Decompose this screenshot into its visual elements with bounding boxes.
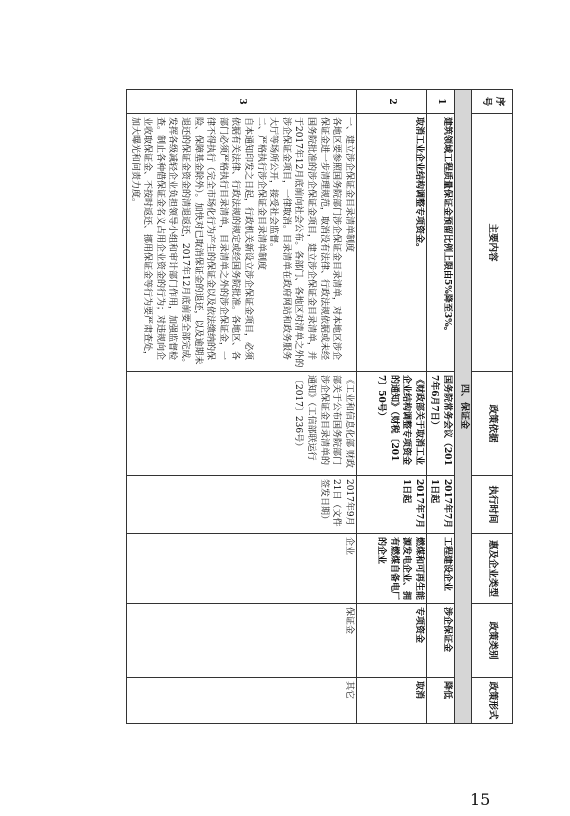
header-time: 执行时间 xyxy=(472,476,513,534)
row-form: 取消 xyxy=(356,678,426,724)
header-index: 序号 xyxy=(472,90,513,114)
row-basis: 国务院常务会议（2017年6月7日） xyxy=(426,372,454,476)
row-enterprise: 企业 xyxy=(127,534,357,604)
row-category: 涉企保证金 xyxy=(426,604,454,678)
header-basis: 政策依据 xyxy=(472,372,513,476)
rotated-table-container xyxy=(75,89,513,723)
row-form: 降低 xyxy=(426,678,454,724)
page-number: 15 xyxy=(470,790,491,809)
header-enterprise: 惠及企业类型 xyxy=(472,534,513,604)
content-heading: 一、建立涉企保证金目录清单制度 xyxy=(343,117,354,253)
header-category: 政策类别 xyxy=(472,604,513,678)
row-basis: 《工业和信息化部 财政部关于公布国务院部门涉企保证金目录清单的通知》（工信部联运行〔2017〕236号） xyxy=(127,372,357,476)
row-content xyxy=(127,114,357,372)
section-row xyxy=(455,90,472,724)
row-content: 取消工业企业结构调整专项资金。 xyxy=(356,114,426,372)
table-row xyxy=(356,90,426,724)
row-time: 2017年7月1日起 xyxy=(426,476,454,534)
row-content: 建筑领域工程质量保证金预留比例上限由5%降至3%。 xyxy=(426,114,454,372)
header-form: 政策形式 xyxy=(472,678,513,724)
row-category: 保证金 xyxy=(127,604,357,678)
header-row xyxy=(472,90,513,724)
header-content: 主要内容 xyxy=(472,114,513,372)
row-form: 其它 xyxy=(127,678,357,724)
table-row xyxy=(127,90,357,724)
content-paragraph: 自本通知印发之日起，行政机关新设立涉企保证金项目，必须依据有关法律、行政法规的规定或经国务院批准。各地区、各部门必须严格执行目录清单，目录清单之外的涉企保证金，一律不得执行（完全市场化行为产生的保证金以及依法缴纳的保险、保障基金除外）。加快对已取消保证金的退还，以及逾期未退还的保证金资金的清退返还，2017年12月底前要全部完成。发挥各级减轻企业负担领导小组和审计部门作用，加强监督检查。制止各种借保证金名义占用企业资金的行为；对违规向企业收取保证金、不按时返还、挪用保证金等行为要严肃查处，加大曝光和问责力度。 xyxy=(129,117,254,368)
row-time: 2017年7月1日起 xyxy=(356,476,426,534)
row-enterprise: 燃煤和可再生能源发电企业、拥有燃煤自备电厂的企业 xyxy=(356,534,426,604)
row-time: 2017年9月21日（文件签发日期） xyxy=(127,476,357,534)
row-number: 1 xyxy=(426,90,454,114)
table-row xyxy=(426,90,454,724)
section-title: 四、保证金 xyxy=(455,90,472,724)
row-number: 3 xyxy=(127,90,357,114)
row-enterprise: 工程建设企业 xyxy=(426,534,454,604)
row-basis: 《财政部关于取消工业企业结构调整专项资金的通知》（财税〔2017〕50号） xyxy=(356,372,426,476)
row-number: 2 xyxy=(356,90,426,114)
content-heading: 二、严格执行涉企保证金目录清单制度 xyxy=(255,117,266,271)
content-paragraph: 各地区要参照国务院部门涉企保证金目录清单，对本地区涉企保证金进一步清理规范，取消没有法律、行政法规依据或未经国务院批准的涉企保证金项目，建立涉企保证金目录清单，并于2017年12月底前向社会公布。各部门、各地区对清单之外的涉企保证金项目，一律取消。目录清单在政府网站和政务服务大厅等场所公开，接受社会监督。 xyxy=(268,117,342,368)
row-category: 专项资金 xyxy=(356,604,426,678)
policy-table xyxy=(126,89,513,724)
